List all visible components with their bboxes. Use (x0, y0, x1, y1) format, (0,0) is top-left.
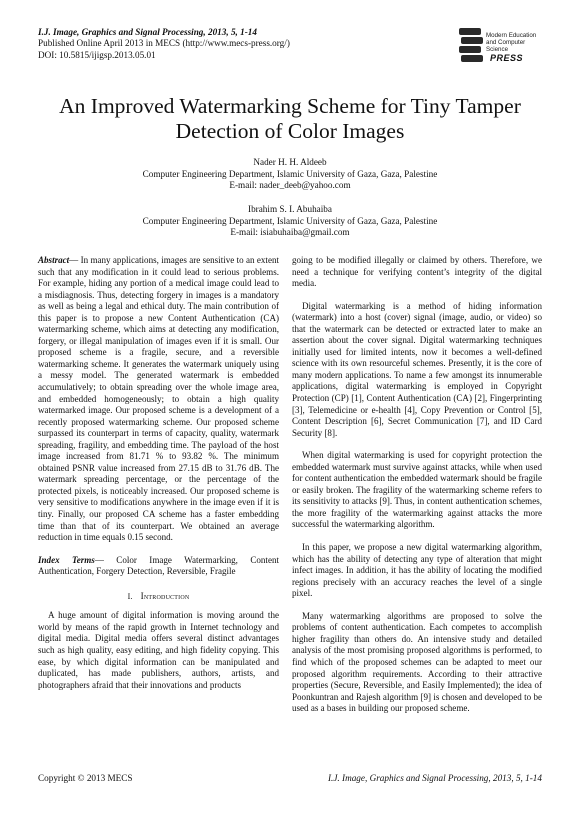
publisher-logo-press: PRESS (490, 53, 524, 63)
journal-doi: DOI: 10.5815/ijigsp.2013.05.01 (38, 49, 156, 60)
abstract-label: Abstract (38, 255, 70, 265)
journal-title: I.J. Image, Graphics and Signal Processing, 2013, 5, 1-14 (38, 27, 257, 37)
author-block-1 (40, 157, 540, 192)
author-email: E-mail: isiabuhaiba@gmail.com (230, 227, 350, 237)
author-name: Nader H. H. Aldeeb (253, 157, 327, 167)
body-paragraph: Digital watermarking is a method of hiding information (watermark) into a host (cover) signal (image, audio, or video) so that the watermark can be detected or extracted later to make an assertion about the cover signal. Digital watermarking techniques initially used for limited intents, now it becomes a well-defined science with its own resourceful schemes. Presently, it is the core of many modern applications. To name a few amongst its innumerable applications, digital watermarking is employed in Copyright Protection (CP) [1], Content Authentication (CA) [2], Fingerprinting [3], Telemedicine or e-health [4], Copy Prevention or Control [5], Content Description [6], Secret Communication [7], and ID Card Security [8]. (292, 300, 542, 438)
author-name: Ibrahim S. I. Abuhaiba (248, 204, 332, 214)
section-title: Introduction (140, 590, 190, 601)
index-terms-text: — Color Image Watermarking, Content Authentication, Forgery Detection, Reversible, Fragile (38, 554, 279, 577)
footer-copyright: Copyright © 2013 MECS (38, 773, 133, 783)
body-paragraph: A huge amount of digital information is moving around the world by means of the rapid growth in Internet technology and digital media. Digital media offers several distinct advantages such as high quality, easy editing, and high fidelity copying. This ease, by which digital information can be manipulated and duplicated, has made publishers, authors, artists, and photographers afraid that their innovations and products (38, 610, 279, 690)
body-paragraph: going to be modified illegally or claimed by others. Therefore, we need a technique for verifying content’s integrity of the digital media. (292, 255, 542, 289)
paper-title: An Improved Watermarking Scheme for Tiny Tamper Detection of Color Images (59, 94, 521, 143)
journal-header (38, 27, 290, 61)
book-stack-icon (459, 28, 483, 62)
footer-journal: I.J. Image, Graphics and Signal Processing, 2013, 5, 1-14 (327, 773, 542, 783)
left-column (38, 255, 279, 702)
section-number: I. (127, 591, 133, 601)
section-heading (38, 591, 279, 603)
index-terms (38, 555, 279, 578)
publisher-logo-text: Modern Education and Computer Science (486, 32, 537, 53)
abstract (38, 255, 279, 544)
author-affiliation: Computer Engineering Department, Islamic University of Gaza, Gaza, Palestine (142, 215, 438, 226)
body-paragraph: When digital watermarking is used for copyright protection the embedded watermark must survive against attacks, while when used for content authentication the embedded watermark should be fragile or easily broken. The fragility of the watermarking scheme refers to its sensitivity to attacks [9]. Thus, in content authentication schemes, the more fragility of the watermarking against attacks the more successful the watermarking algorithm. (292, 450, 542, 530)
index-terms-label: Index Terms (38, 554, 95, 565)
right-column (292, 255, 542, 726)
author-block-2 (40, 204, 540, 239)
publisher-logo (459, 26, 543, 66)
author-email: E-mail: nader_deeb@yahoo.com (229, 180, 351, 190)
author-affiliation: Computer Engineering Department, Islamic University of Gaza, Gaza, Palestine (142, 168, 438, 179)
journal-published: Published Online April 2013 in MECS (http://www.mecs-press.org/) (38, 38, 290, 49)
body-paragraph: Many watermarking algorithms are proposed to solve the problems of content authentication. Each competes to accomplish higher fragility than others do. An intensive study and detailed analysis of the most promising proposed algorithms is performed, to find which of the proposed schemes can be adapted to meet our proposed algorithm requirements. According to their attractive properties (Secure, Reversible, and Easily Implemented); the idea of Poonkuntran and Rajesh algorithm [9] is chosen and developed to be used as a bases in building our proposed scheme. (292, 610, 542, 714)
body-paragraph: In this paper, we propose a new digital watermarking algorithm, which has the ability of detecting any type of alteration that might infect images. In addition, it has the ability of locating the modified regions precisely with an accuracy reaches the level of a single pixel. (292, 542, 542, 599)
abstract-text: — In many applications, images are sensitive to an extent such that any modification in it could lead to serious problems. For example, hiding any portion of a medical image could lead to a misdiagnosis. Thus, detecting forgery in images is a mandatory as well as being a legal and ethical duty. The main contribution of this paper is to propose a new Content Authentication (CA) watermarking scheme, which aims at detecting any modification, forgery, or illegal manipulation of images even if it is small. Our proposed scheme is a fragile, secure, and a reversible watermarking scheme. It generates the watermark uniquely using a messy model. The generated watermark is embedded accumulatively; to obtain spreading over the whole image area, and embedded homogeneously; to obtain a high quality watermarked image. Our proposed scheme is a development of a recently proposed watermarking scheme. Our proposed scheme surpassed its counterpart in terms of capacity, quality, watermark spreading, fragility, and embedding time. The payload of the host image increased from 81.71 % to 93.82 %. The minimum obtained PSNR value increased from 27.15 dB to 31.76 dB. The watermark spreading percentage, or the percentage of the protected pixels, is noticeably increased. Our proposed scheme is very sensitive to modifications anywhere in the image even if it is tiny. Finally, our proposed CA scheme has a faster embedding time than that of its counterpart. We obtained an average reduction in time equals 0.15 second. (38, 255, 279, 543)
